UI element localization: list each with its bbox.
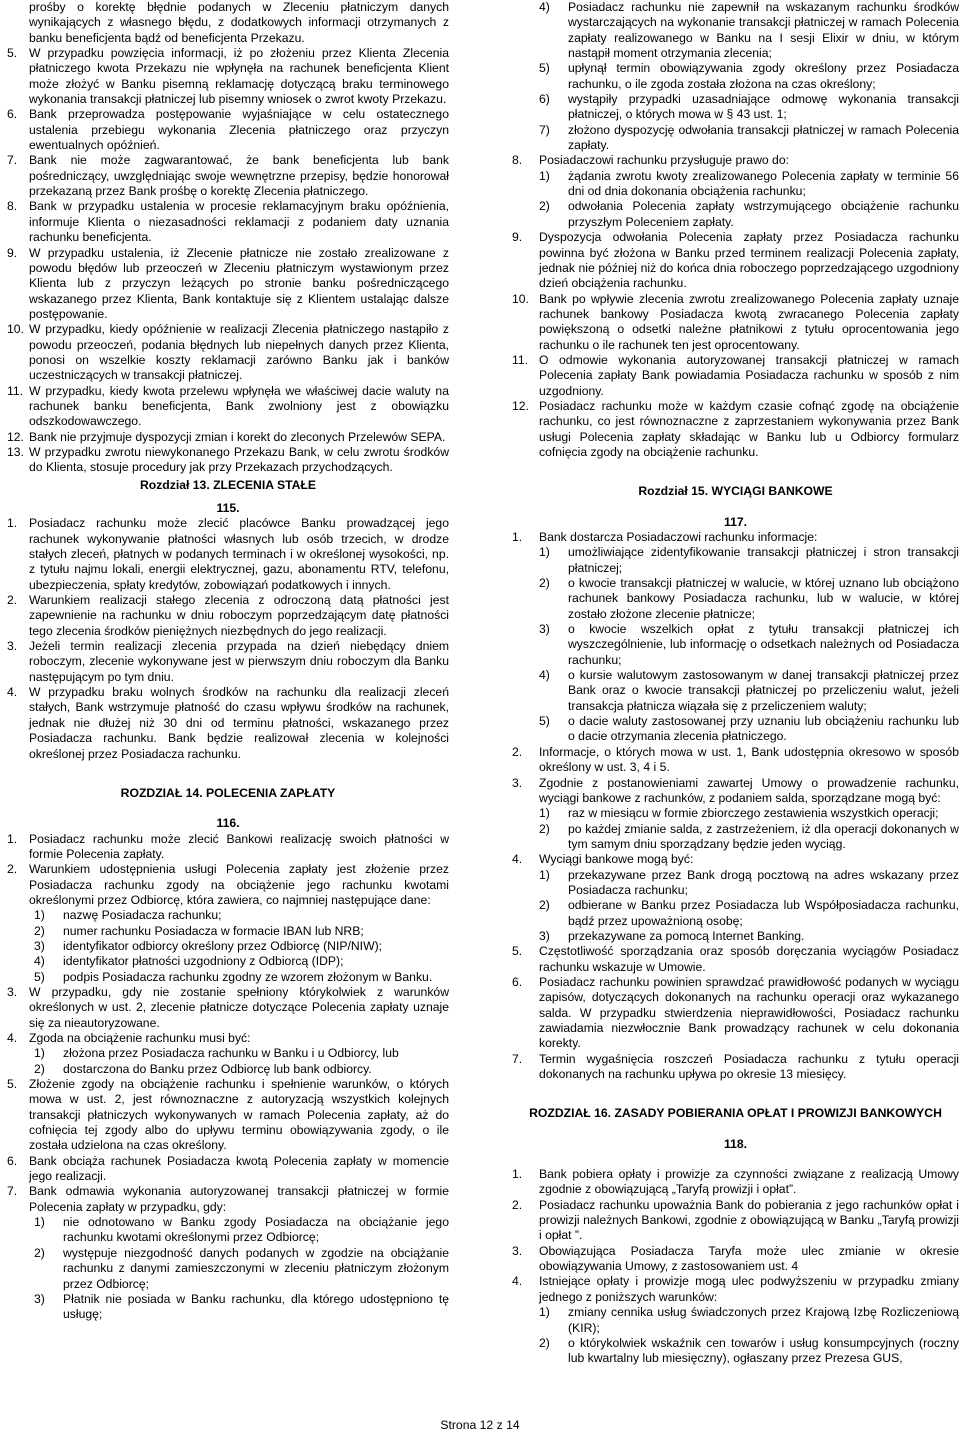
list-item <box>7 593 449 639</box>
item-number: 4. <box>7 1031 18 1045</box>
item-text: identyfikator odbiorcy określony przez Odbiorcę (NIP/NIW); <box>63 938 383 953</box>
item-number: 7. <box>512 1051 523 1066</box>
list-item <box>7 516 449 593</box>
item-number: 4) <box>539 0 550 14</box>
item-text: po każdej zmianie salda, z zastrzeżeniem, iż dla operacji dokonanych w tym samym dniu sporządzany będzie jeden wyciąg. <box>568 821 959 851</box>
item-text: O odmowie wykonania autoryzowanej transakcji płatniczej w ramach Polecenia zapłaty Bank powiadamia Posiadacza rachunku w sposób z nim uzgodniony. <box>539 352 959 398</box>
item-number: 5) <box>34 969 45 984</box>
sub-list-item <box>34 970 449 985</box>
item-number: 7. <box>7 153 18 168</box>
sub-list-item <box>34 924 449 939</box>
sub-list-item <box>34 939 449 954</box>
list-item <box>7 832 449 863</box>
item-text: o kursie walutowym zastosowanym w danej transakcji płatniczej przez Bank oraz o kwocie transakcji płatniczej po przeliczeniu walut, jeżeli transakcja płatnicza wiązała się z przeliczeniem waluty; <box>568 668 959 713</box>
list-item <box>512 399 959 460</box>
list-sub-116-7-cont <box>512 0 959 153</box>
item-text: Posiadacz rachunku nie zapewnił na wskazanym rachunku środków wystarczających na wykonanie transakcji płatniczej w ramach Polecenia zapłaty realizowanego w Banku na I sesji Elixir w dniu, w którym nastąpił moment otrzymania zlecenia; <box>568 0 959 61</box>
item-text: Informacje, o których mowa w ust. 1, Bank udostępnia okresowo w sposób określony w ust. 3, 4 i 5. <box>539 744 959 775</box>
sub-list-item <box>34 1062 449 1077</box>
list-item <box>7 322 449 383</box>
sub-list-item <box>34 908 449 923</box>
item-number: 2) <box>539 1335 550 1350</box>
list-sub-117-4 <box>512 868 959 945</box>
item-text: Bank przeprowadza postępowanie wyjaśniające w celu ostatecznego ustalenia przebiegu wykonania Zlecenia płatniczego oraz przyczyn ewentualnych opóźnień. <box>29 107 449 153</box>
chapter-13-title: Rozdział 13. ZLECENIA STAŁE <box>139 477 317 492</box>
item-text: Posiadacz rachunku może w każdym czasie cofnąć zgodę na obciążenie rachunku, co jest równoznaczne z zaprzestaniem wykonywania przez Bank usługi Polecenia zapłaty składając w Banku lub u Odbiorcy formularz cofnięcia zgody na obciążenie rachunku. <box>539 398 959 459</box>
paragraph-115-number: 115. <box>216 501 240 515</box>
list-item <box>512 1198 959 1244</box>
item-number: 1) <box>34 1215 45 1230</box>
item-text: dostarczona do Banku przez Odbiorcę lub bank odbiorcy. <box>63 1061 372 1076</box>
list-item <box>7 445 449 476</box>
list-item <box>512 1052 959 1083</box>
item-text: Istniejące opłaty i prowizje mogą ulec podwyższeniu w przypadku zmiany jednego z poniższych warunków: <box>539 1274 959 1304</box>
sub-list-item <box>34 1215 449 1246</box>
left-column <box>7 0 449 1323</box>
item-number: 1) <box>539 1305 550 1320</box>
item-text: Posiadacz rachunku upoważnia Bank do pobierania z jego rachunków opłat i prowizji należnych Bankowi, zgodnie z obowiązującą w Banku „Taryfą prowizji i opłat ”. <box>539 1197 959 1243</box>
sub-list-item <box>34 954 449 969</box>
item-text: W przypadku, kiedy kwota przelewu wpłynęła we właściwej dacie waluty na rachunek banku beneficjenta, Bank zwolniony jest z obowiązku odszkodowawczego. <box>29 383 449 429</box>
list-item <box>512 776 959 807</box>
item-number: 6. <box>7 107 18 122</box>
item-number: 6. <box>7 1153 18 1168</box>
item-number: 3) <box>539 928 550 943</box>
sub-list-item <box>539 714 959 745</box>
list-item <box>512 852 959 867</box>
list-item <box>7 1031 449 1046</box>
item-number: 13. <box>7 444 24 459</box>
list-item <box>512 230 959 291</box>
list-item <box>7 1184 449 1215</box>
paragraph-116-number: 116. <box>216 816 240 831</box>
item-number: 3. <box>7 984 18 999</box>
item-number: 5. <box>7 1077 18 1092</box>
list-item <box>512 153 959 168</box>
list-item <box>7 1077 449 1154</box>
item-number: 4) <box>34 954 45 969</box>
item-text: Bank dostarcza Posiadaczowi rachunku informacje: <box>539 530 818 544</box>
item-number: 5. <box>512 944 523 959</box>
item-number: 1. <box>512 1167 523 1182</box>
item-text: Bank obciąża rachunek Posiadacza kwotą Polecenia zapłaty w momencie jego realizacji. <box>29 1153 449 1184</box>
sub-list-item <box>539 61 959 92</box>
item-text: Posiadacz rachunku powinien sprawdzać prawidłowość podanych w wyciągu zapisów, dotyczących dokonanych na rachunku operacji oraz wykazanego salda. W przypadku stwierdzenia nieprawidłowości, Posiadacz rachunku zawiadamia niezwłocznie Bank prowadzący rachunek w celu dokonania korekty. <box>539 974 959 1051</box>
item-number: 3) <box>34 1291 45 1306</box>
item-text: o kwocie wszelkich opłat z tytułu transakcji płatniczej ich wyszczególnienie, lub informację o odsetkach należnych od Posiadacza rachunku; <box>568 622 959 667</box>
list-item <box>7 639 449 685</box>
list-item-117-4 <box>512 852 959 867</box>
item-text: Bank odmawia wykonania autoryzowanej transakcji płatniczej w formie Polecenia zapłaty w przypadku, gdy: <box>29 1184 449 1214</box>
list-sub-117-1 <box>512 545 959 744</box>
list-item <box>7 153 449 199</box>
item-number: 2. <box>7 862 18 877</box>
item-number: 2) <box>34 1245 45 1260</box>
item-number: 1) <box>34 1046 45 1061</box>
item-number: 3. <box>512 775 523 790</box>
item-text: W przypadku zwrotu niewykonanego Przekazu Bank, w celu zwrotu środków do Klienta, stosuje procedury jak przy Przekazach przychodzących. <box>29 444 449 475</box>
item-text: o którykolwiek wskaźnik cen towarów i usług konsumpcyjnych (roczny lub kwartalny lub miesięczny), ogłaszany przez Prezesa GUS, <box>568 1335 959 1366</box>
item-text: Bank w przypadku ustalenia w procesie reklamacyjnym braku opóźnienia, informuje Klienta o niezasadności reklamacji z podaniem daty uznania rachunku beneficjenta. <box>29 199 449 245</box>
item-text: Warunkiem udostępnienia usługi Polecenia zapłaty jest złożenie przez Posiadacza rachunku zgody na obciążenie jego rachunku kwotami określonymi przez Odbiorcę, która zawiera, co najmniej następujące dane: <box>29 862 449 907</box>
sub-list-item <box>539 868 959 899</box>
item-number: 3. <box>512 1243 523 1258</box>
list-items-116c <box>7 1077 449 1215</box>
page-number-footer: Strona 12 z 14 <box>440 1418 520 1432</box>
list-items-116a <box>7 832 449 909</box>
item-number: 2) <box>539 199 550 214</box>
list-item <box>7 384 449 430</box>
item-number: 12. <box>7 429 24 444</box>
item-text: Jeżeli termin realizacji zlecenia przypada na dzień niebędący dniem roboczym, zlecenie wykonywane jest w pierwszym dniu roboczym dla Banku następującym po tym dniu. <box>29 639 449 684</box>
list-sub-116-7 <box>7 1215 449 1322</box>
item-number: 6. <box>512 974 523 989</box>
item-text: przekazywane przez Bank drogą pocztową na adres wskazany przez Posiadacza rachunku; <box>568 867 959 897</box>
item-number: 5) <box>539 61 550 76</box>
list-item <box>512 975 959 1052</box>
list-item <box>7 430 449 445</box>
item-text: występuje niezgodność danych podanych w zgodzie na obciążanie rachunku z danymi zamieszczonymi w zleceniu płatniczym złożonym przez Odbiorcę; <box>63 1245 449 1291</box>
item-number: 2) <box>34 1061 45 1076</box>
list-item <box>512 1274 959 1305</box>
item-number: 2) <box>539 576 550 591</box>
sub-list-item <box>539 806 959 821</box>
item-text: W przypadku ustalenia, iż Zlecenie płatnicze nie zostało zrealizowane z powodu błędów lub przeoczeń w Zleceniu płatniczym wystawionym przez Klienta lub z przyczyn leżących po stronie banku pośredniczącego wskazanego przez Klienta, Bank kontaktuje się z Klientem ustalając dalsze postępowanie. <box>29 245 449 321</box>
list-items-117c <box>512 944 959 1082</box>
item-text: Bank po wpływie zlecenia zwrotu zrealizowanego Polecenia zapłaty uznaje rachunek bankowy Posiadacza kwotą zwracanego Polecenia zapłaty powiększoną o odsetki należne płatnikowi z tytułu oprocentowania jego rachunku o ile rachunek ten jest oprocentowany. <box>539 291 959 352</box>
item-number: 1. <box>7 831 18 846</box>
sub-list-item <box>539 668 959 714</box>
list-items-116-9 <box>512 230 959 460</box>
list-item <box>7 199 449 245</box>
item-number: 8. <box>512 153 523 168</box>
item-number: 4) <box>539 668 550 683</box>
item-number: 4. <box>512 1274 523 1289</box>
list-item <box>7 685 449 762</box>
list-item <box>7 246 449 323</box>
item-text: upłynął termin obowiązywania zgody określony przez Posiadacza rachunku, o ile zgoda została złożona na czas określony; <box>568 61 959 91</box>
sub-list-item <box>539 576 959 622</box>
item-text: Zgodnie z postanowieniami zawartej Umowy o prowadzenie rachunku, wyciągi bankowe z rachunków, z podaniem salda, sporządzane mogą być: <box>539 775 959 805</box>
sub-list-item <box>34 1292 449 1323</box>
item-text: Bank nie przyjmuje dyspozycji zmian i korekt do zleconych Przelewów SEPA. <box>29 429 446 444</box>
sub-list-item <box>539 822 959 853</box>
item-text: Wyciągi bankowe mogą być: <box>539 852 694 867</box>
sub-list-item <box>34 1246 449 1292</box>
sub-list-item <box>539 92 959 123</box>
item-text: Zgoda na obciążenie rachunku musi być: <box>29 1031 251 1045</box>
item-text: Bank nie może zagwarantować, że bank beneficjenta lub bank pośredniczący, uwzględniając swoje wewnętrzne przepisy, będzie honorował przekazaną przez Bank prośbę o korektę Zlecenia płatniczego. <box>29 153 449 199</box>
item-number: 1) <box>539 168 550 183</box>
item-text: Termin wygaśnięcia roszczeń Posiadacza rachunku z tytułu operacji dokonanych na rachunku upływa po okresie 13 miesięcy. <box>539 1051 959 1082</box>
item-text: Obowiązująca Posiadacza Taryfa może ulec zmianie w okresie obowiązywania Umowy, z zastosowaniem ust. 4 <box>539 1243 959 1274</box>
item-number: 2) <box>539 898 550 913</box>
sub-list-item <box>539 1336 959 1367</box>
item-number: 10. <box>512 291 529 306</box>
list-sub-117-3 <box>512 806 959 852</box>
sub-list-item <box>539 622 959 668</box>
sub-list-item <box>539 545 959 576</box>
item-number: 5. <box>7 46 18 61</box>
item-number: 9. <box>512 230 523 245</box>
item-number: 1) <box>539 867 550 882</box>
item-number: 7. <box>7 1184 18 1199</box>
list-item <box>512 292 959 353</box>
list-item <box>7 862 449 908</box>
list-sub-116-2 <box>7 908 449 985</box>
item-number: 2) <box>539 821 550 836</box>
list-items-116b <box>7 985 449 1046</box>
item-number: 5) <box>539 714 550 729</box>
item-number: 1. <box>7 516 18 531</box>
list-sub-118-4 <box>512 1305 959 1366</box>
list-item <box>512 530 959 545</box>
list-item <box>7 46 449 107</box>
chapter-14-title: ROZDZIAŁ 14. POLECENIA ZAPŁATY <box>120 785 336 800</box>
intro-paragraph: prośby o korektę błędnie podanych w Zleceniu płatniczym danych wynikających z własnego błędu, z dodatkowych informacji otrzymanych z banku beneficjenta bądź od beneficjenta Przekazu. <box>29 0 449 45</box>
item-number: 2. <box>512 744 523 759</box>
item-number: 9. <box>7 245 18 260</box>
list-items-117b <box>512 745 959 806</box>
sub-list-item <box>34 1046 449 1061</box>
item-text: Bank pobiera opłaty i prowizje za czynności związane z realizacją Umowy zgodnie z obowiązującą „Taryfą prowizji i opłat”. <box>539 1167 959 1197</box>
chapter-16-title: ROZDZIAŁ 16. ZASADY POBIERANIA OPŁAT I PROWIZJI BANKOWYCH <box>529 1106 942 1121</box>
item-text: Złożenie zgody na obciążenie rachunku i spełnienie warunków, o których mowa w ust. 2, jest równoznaczne z autoryzacją wszystkich kolejnych transakcji płatniczych wykonywanych w ramach Polecenia zapłaty, aż do cofnięcia tej zgody albo do upływu terminu obowiązywania zgody, o ile została udzielona na czas określony. <box>29 1077 449 1153</box>
item-text: W przypadku powzięcia informacji, iż po złożeniu przez Klienta Zlecenia płatniczego kwota Przekazu nie wpłynęła na rachunek beneficjenta Klient może złożyć w Banku pisemną reklamację dotyczącą braku terminowego wykonania transakcji płatniczej lub pisemny wniosek o zwrot kwoty Przekazu. <box>29 46 449 107</box>
item-text: identyfikator płatności uzgodniony z Odbiorcą (IDP); <box>63 954 344 969</box>
item-number: 4. <box>512 852 523 867</box>
item-text: Posiadacz rachunku może zlecić Bankowi realizację swoich płatności w formie Polecenia zapłaty. <box>29 831 449 861</box>
sub-list-item <box>539 123 959 154</box>
item-text: raz w miesiącu w formie zbiorczego zestawienia wszystkich operacji; <box>568 806 939 821</box>
list-sub-116-8 <box>512 169 959 230</box>
item-number: 7) <box>539 122 550 137</box>
sub-list-item <box>539 0 959 61</box>
list-item <box>512 944 959 975</box>
item-text: złożono dyspozycję odwołania transakcji płatniczej w ramach Polecenia zapłaty. <box>568 122 959 153</box>
list-item-116-8 <box>512 153 959 168</box>
item-number: 6) <box>539 92 550 107</box>
item-number: 1) <box>34 908 45 923</box>
list-items-118 <box>512 1167 959 1305</box>
item-text: Posiadaczowi rachunku przysługuje prawo do: <box>539 153 789 168</box>
item-number: 3) <box>34 938 45 953</box>
sub-list-item <box>539 898 959 929</box>
item-text: wystąpiły przypadki uzasadniające odmowę wykonania transakcji płatniczej, o których mowa w § 43 ust. 1; <box>568 92 959 122</box>
item-text: o dacie waluty zastosowanej przy uznaniu lub obciążeniu rachunku lub o dacie otrzymania zlecenia płatniczego. <box>568 714 959 744</box>
sub-list-item <box>539 199 959 230</box>
item-text: W przypadku, kiedy opóźnienie w realizacji Zlecenia płatniczego nastąpiło z powodu przeoczeń, podania błędnych lub niepełnych danych przez Klienta, ponosi on wszelkie koszty reklamacji zarówno Banku jak i banków uczestniczących w transakcji płatniczej. <box>29 322 449 383</box>
item-number: 1) <box>539 806 550 821</box>
list-item <box>7 107 449 153</box>
item-number: 3) <box>539 622 550 637</box>
list-item <box>7 985 449 1031</box>
item-text: o kwocie transakcji płatniczej w walucie, w której uznano lub obciążono rachunek bankowy Posiadacza rachunku, lub w walucie, w której zostało złożone zlecenie płatnicze; <box>568 576 959 621</box>
item-text: nazwę Posiadacza rachunku; <box>63 908 222 923</box>
item-text: numer rachunku Posiadacza w formacie IBAN lub NRB; <box>63 923 364 938</box>
chapter-15-title: Rozdział 15. WYCIĄGI BANKOWE <box>638 484 833 499</box>
item-text: Dyspozycja odwołania Polecenia zapłaty przez Posiadacza rachunku powinna być złożona w Banku przed terminem realizacji Polecenia zapłaty, jednak nie później niż do końca dnia roboczego poprzedzającego uzgodniony dzień obciążenia rachunku. <box>539 230 959 291</box>
list-items-114 <box>7 46 449 476</box>
list-item <box>512 1167 959 1198</box>
item-text: Warunkiem realizacji stałego zlecenia z odroczoną datą płatności jest zapewnienie na rachunku w dniu roboczym poprzedzającym datę płatności tego zlecenia środków pieniężnych niezbędnych do jego realizacji. <box>29 593 449 638</box>
paragraph-118-number: 118. <box>723 1136 748 1151</box>
item-text: umożliwiające zidentyfikowanie transakcji płatniczej i stron transakcji płatniczej; <box>568 545 959 575</box>
list-item-117-1 <box>512 530 959 545</box>
paragraph-117-number: 117. <box>723 514 748 529</box>
list-item <box>512 745 959 776</box>
item-text: przekazywane za pomocą Internet Banking. <box>568 928 805 943</box>
item-text: odbierane w Banku przez Posiadacza lub Współposiadacza rachunku, bądź przez upoważnioną osobę; <box>568 898 959 928</box>
item-number: 12. <box>512 398 529 413</box>
item-number: 8. <box>7 199 18 214</box>
list-item <box>512 1244 959 1275</box>
item-text: złożona przez Posiadacza rachunku w Banku i u Odbiorcy, lub <box>63 1046 399 1061</box>
item-text: odwołania Polecenia zapłaty wstrzymującego obciążenie rachunku przyszłym Poleceniem zapłaty. <box>568 199 959 229</box>
item-number: 10. <box>7 322 24 337</box>
item-number: 4. <box>7 685 18 700</box>
sub-list-item <box>539 169 959 200</box>
item-number: 1) <box>539 545 550 560</box>
item-text: żądania zwrotu kwoty zrealizowanego Polecenia zapłaty w terminie 56 dni od dnia dokonania obciążenia rachunku; <box>568 168 959 199</box>
list-items-115 <box>7 516 449 762</box>
list-item <box>7 1154 449 1185</box>
item-text: W przypadku, gdy nie zostanie spełniony którykolwiek z warunków określonych w ust. 2, zlecenie płatnicze dotyczące Polecenia zapłaty uznaje się za nieautoryzowane. <box>29 984 449 1030</box>
item-text: nie odnotowano w Banku zgody Posiadacza na obciążanie jego rachunku kwotami określonymi przez Odbiorcę; <box>63 1215 449 1245</box>
item-text: W przypadku braku wolnych środków na rachunku dla realizacji zleceń stałych, Bank wstrzymuje płatność do czasu wpływu środków na rachunek, jednak nie dłużej niż 30 dni od terminu płatności, wskazanego przez Posiadacza rachunku. Bank będzie realizował zlecenia w kolejności określonej przez Posiadacza rachunku. <box>29 685 449 761</box>
item-number: 3. <box>7 639 18 654</box>
item-text: podpis Posiadacza rachunku zgodny ze wzorem złożonym w Banku. <box>63 969 433 984</box>
item-number: 2. <box>7 593 18 608</box>
item-number: 2. <box>512 1197 523 1212</box>
sub-list-item <box>539 1305 959 1336</box>
item-number: 2) <box>34 923 45 938</box>
item-text: zmiany cennika usług świadczonych przez Krajową Izbę Rozliczeniową (KIR); <box>568 1305 959 1335</box>
item-number: 11. <box>7 383 24 398</box>
sub-list-item <box>539 929 959 944</box>
item-text: Częstotliwość sporządzania oraz sposób doręczania wyciągów Posiadacz rachunku wskazuje w Umowie. <box>539 944 959 974</box>
item-text: Płatnik nie posiada w Banku rachunku, dla którego udostępniono tę usługę; <box>63 1291 449 1322</box>
item-number: 11. <box>512 352 529 367</box>
list-item <box>512 353 959 399</box>
right-column <box>512 0 959 1367</box>
item-number: 1. <box>512 530 523 544</box>
item-text: Posiadacz rachunku może zlecić placówce Banku prowadzącej jego rachunek wykonywanie płatności własnych lub osób trzecich, w drodze stałych zleceń, płatnych w podanych terminach i w określonej wysokości, np. z tytułu najmu lokali, energii elektrycznej, gazu, abonamentu RTV, telefonu, ubezpieczenia, spłaty kredytów, zobowiązań podatkowych i innych. <box>29 516 449 592</box>
list-sub-116-4 <box>7 1046 449 1077</box>
